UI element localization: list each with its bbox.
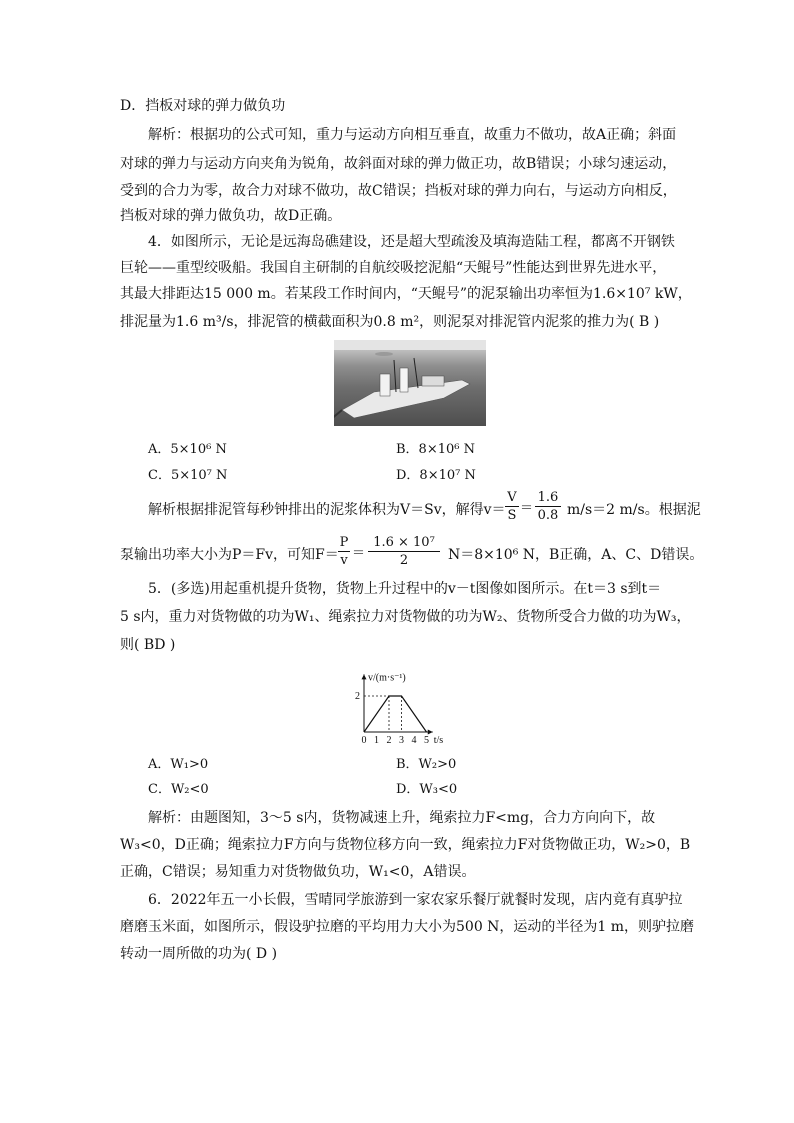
- q6-stem-line-2: 磨磨玉米面，如图所示，假设驴拉磨的平均用力大小为500 N，运动的半径为1 m，则驴拉磨: [120, 919, 695, 935]
- fraction-power-over-speed: [368, 535, 440, 568]
- fraction-1-6-over-0-8: [535, 490, 561, 523]
- q5-option-d: D．W₃<0: [396, 782, 458, 797]
- dredger-ship-illustration: [334, 340, 486, 426]
- fraction-p-over-v: [338, 535, 350, 568]
- q5-stem-line-1: 5．(多选)用起重机提升货物，货物上升过程中的v－t图像如图所示。在t＝3 s到t＝: [148, 581, 662, 597]
- q3-analysis-line-4: 挡板对球的弹力做负功，故D正确。: [120, 208, 342, 224]
- q3-analysis-line-1: 解析：根据功的公式可知，重力与运动方向相互垂直，故重力不做功，故A正确；斜面: [148, 127, 677, 143]
- fraction-numerator: 1.6: [537, 490, 559, 505]
- q4-stem-line-3: 其最大排距达15 000 m。若某段工作时间内，“天鲲号”的泥泵输出功率恒为1.6×10⁷ kW，: [120, 286, 692, 302]
- equals-sign: ＝: [520, 501, 534, 516]
- q5-option-a: A．W₁>0: [148, 757, 209, 772]
- q4-stem-line-2: 巨轮——重型绞吸船。我国自主研制的自航绞吸挖泥船“天鲲号”性能达到世界先进水平，: [120, 260, 667, 276]
- q4-option-b: B．8×10⁶ N: [396, 442, 475, 457]
- q3-analysis-line-2: 对球的弹力与运动方向夹角为锐角，故斜面对球的弹力做正功，故B错误；小球匀速运动，: [120, 156, 677, 172]
- x-axis-arrow: [428, 730, 433, 735]
- x-tick-label: 1: [374, 735, 379, 746]
- x-tick-label: 5: [424, 735, 429, 746]
- q5-analysis-line-3: 正确，C错误；易知重力对货物做负功，W₁<0，A错误。: [120, 864, 476, 880]
- q5-analysis-line-2: W₃<0，D正确；绳索拉力F方向与货物位移方向一致，绳索拉力F对货物做正功，W₂>0，B: [120, 837, 691, 853]
- q6-stem-line-3: 转动一周所做的功为( D ): [120, 946, 278, 962]
- x-tick-label: 3: [399, 735, 404, 746]
- x-tick-label: 4: [411, 735, 417, 746]
- q4-analysis-line-1-before: 解析根据排泥管每秒钟排出的泥浆体积为V＝Sv，解得v＝: [148, 502, 506, 518]
- q5-option-c: C．W₂<0: [148, 782, 209, 797]
- fraction-numerator: P: [339, 535, 349, 550]
- q4-stem-line-1: 4．如图所示，无论是远海岛礁建设，还是超大型疏浚及填海造陆工程，都离不开钢铁: [148, 234, 675, 250]
- q5-option-b: B．W₂>0: [396, 757, 457, 772]
- q3-analysis-line-3: 受到的合力为零，故合力对球不做功，故C错误；挡板对球的弹力向右，与运动方向相反，: [120, 183, 677, 199]
- q5-stem-line-3: 则( BD ): [120, 637, 176, 653]
- q4-option-d: D．8×10⁷ N: [396, 468, 476, 483]
- equals-sign: ＝: [352, 546, 366, 561]
- fraction-denominator: 0.8: [537, 508, 559, 523]
- y-axis-arrow: [362, 674, 367, 679]
- q4-stem-line-4: 排泥量为1.6 m³/s，排泥管的横截面积为0.8 m²，则泥泵对排泥管内泥浆的推力为( B ): [120, 314, 660, 330]
- y-axis-label: v/(m·s⁻¹): [368, 672, 406, 684]
- q4-analysis-line-1-after: m/s＝2 m/s。根据泥: [567, 502, 701, 518]
- x-tick-label: 2: [386, 735, 392, 746]
- q4-option-a: A．5×10⁶ N: [148, 442, 227, 457]
- q6-stem-line-1: 6．2022年五一小长假，雪晴同学旅游到一家农家乐餐厅就餐时发现，店内竟有真驴拉: [148, 892, 683, 908]
- q5-stem-line-2: 5 s内，重力对货物做的功为W₁、绳索拉力对货物做的功为W₂、货物所受合力做的功为W₃，: [120, 609, 691, 625]
- q5-analysis-line-1: 解析：由题图知，3～5 s内，货物减速上升，绳索拉力F<mg，合力方向向下，故: [148, 810, 656, 826]
- y-tick-label: 2: [355, 691, 360, 702]
- fraction-denominator: 2: [399, 553, 409, 568]
- velocity-series-line: [364, 696, 427, 732]
- q4-analysis-line-2-after: N＝8×10⁶ N，B正确，A、C、D错误。: [448, 547, 704, 563]
- x-axis-label: t/s: [433, 735, 444, 746]
- q4-analysis-line-2-before: 泵输出功率大小为P＝Fv，可知F＝: [120, 547, 339, 563]
- fraction-denominator: v: [340, 553, 348, 568]
- q3-option-d: D．挡板对球的弹力做负功: [120, 98, 286, 114]
- q4-option-c: C．5×10⁷ N: [148, 468, 228, 483]
- fraction-denominator: S: [507, 508, 517, 523]
- x-tick-label: 0: [361, 735, 367, 746]
- dredger-ship-photo: [334, 340, 486, 426]
- v-t-chart: [340, 660, 480, 746]
- fraction-numerator: 1.6 × 10⁷: [373, 535, 435, 550]
- fraction-numerator: V: [507, 490, 517, 505]
- fraction-v-over-s: [505, 490, 519, 523]
